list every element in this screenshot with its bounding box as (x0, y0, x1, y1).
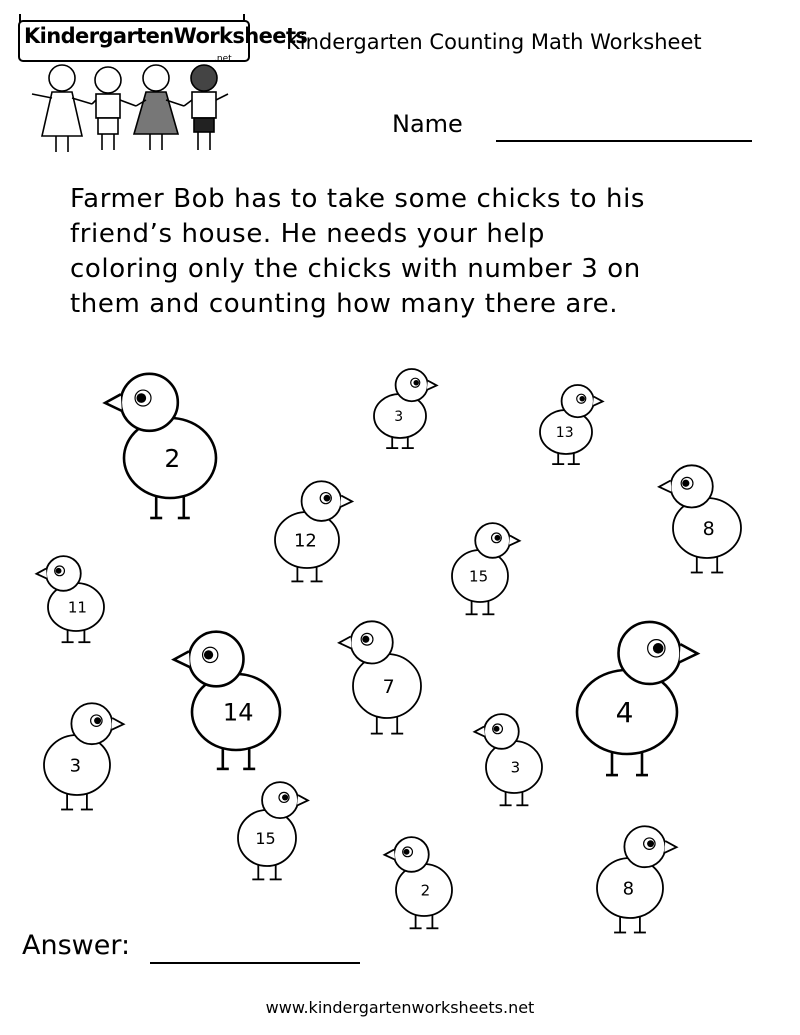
chick-pupil (136, 393, 146, 403)
answer-input-line[interactable] (150, 962, 360, 964)
chick-pupil (579, 396, 584, 401)
chick-number: 8 (622, 878, 635, 900)
chick[interactable] (577, 622, 698, 775)
logo-text: KindergartenWorksheets (24, 24, 308, 48)
chick-pupil (56, 568, 62, 574)
chick-pupil (282, 794, 288, 800)
chick-number: 13 (555, 425, 574, 442)
chick[interactable] (275, 481, 352, 581)
chick-beak (340, 496, 352, 508)
chick-beak (36, 569, 47, 579)
chick-number: 2 (420, 881, 431, 900)
chick-pupil (647, 840, 654, 847)
chick-beak (174, 651, 190, 667)
chick-pupil (204, 650, 213, 659)
chick-pupil (413, 380, 418, 385)
chick-number: 3 (394, 409, 404, 426)
chick-pupil (324, 495, 331, 502)
chick[interactable] (659, 465, 741, 572)
chick-beak (111, 718, 123, 730)
chick-number: 3 (510, 758, 521, 777)
chick[interactable] (44, 703, 124, 809)
chick-beak (509, 536, 520, 546)
chick-beak (680, 644, 698, 662)
instruction-line: them and counting how many there are. (70, 289, 619, 319)
chick-beak (593, 397, 603, 406)
instruction-line: Farmer Bob has to take some chicks to his (70, 184, 646, 214)
instruction-line: friend’s house. He needs your help (70, 219, 545, 249)
chick[interactable] (384, 837, 452, 928)
chick-number: 2 (164, 444, 181, 473)
chick-number: 15 (255, 828, 276, 848)
worksheet-title: Kindergarten Counting Math Worksheet (286, 30, 702, 54)
chick-number: 12 (293, 530, 317, 552)
chick-pupil (653, 643, 664, 654)
chick[interactable] (238, 782, 308, 879)
chick-number: 4 (615, 696, 634, 730)
instruction-line: coloring only the chicks with number 3 on (70, 254, 641, 284)
footer-url: www.kindergartenworksheets.net (265, 998, 535, 1017)
chick-number: 7 (382, 675, 395, 698)
chick[interactable] (540, 385, 603, 464)
chick[interactable] (339, 621, 421, 733)
chick-pupil (494, 726, 500, 732)
chick-number: 8 (702, 517, 715, 540)
chick[interactable] (374, 369, 437, 448)
chick-number: 3 (69, 755, 82, 777)
chick-beak (105, 394, 122, 411)
chick-number: 14 (222, 698, 254, 727)
chick[interactable] (105, 374, 216, 518)
chick-beak (339, 637, 352, 649)
chick-beak (384, 850, 395, 860)
answer-label: Answer: (22, 930, 131, 961)
footer (0, 998, 800, 1017)
chick-pupil (682, 480, 689, 487)
chick-beak (297, 795, 308, 805)
chick-beak (427, 381, 437, 390)
chick-pupil (94, 717, 101, 724)
chick[interactable] (36, 556, 104, 642)
chick[interactable] (452, 523, 520, 614)
chick-pupil (362, 636, 369, 643)
chick-pupil (495, 535, 501, 541)
chick-beak (474, 727, 485, 737)
name-label: Name (392, 110, 463, 138)
logo-suffix: .net (214, 54, 232, 64)
chick[interactable] (474, 714, 542, 805)
chick-number: 15 (469, 567, 489, 586)
chick-beak (659, 481, 672, 493)
chick-pupil (404, 849, 410, 855)
chick[interactable] (174, 632, 280, 769)
chick[interactable] (597, 826, 677, 932)
chick-beak (664, 841, 676, 853)
chick-number: 11 (67, 598, 87, 617)
